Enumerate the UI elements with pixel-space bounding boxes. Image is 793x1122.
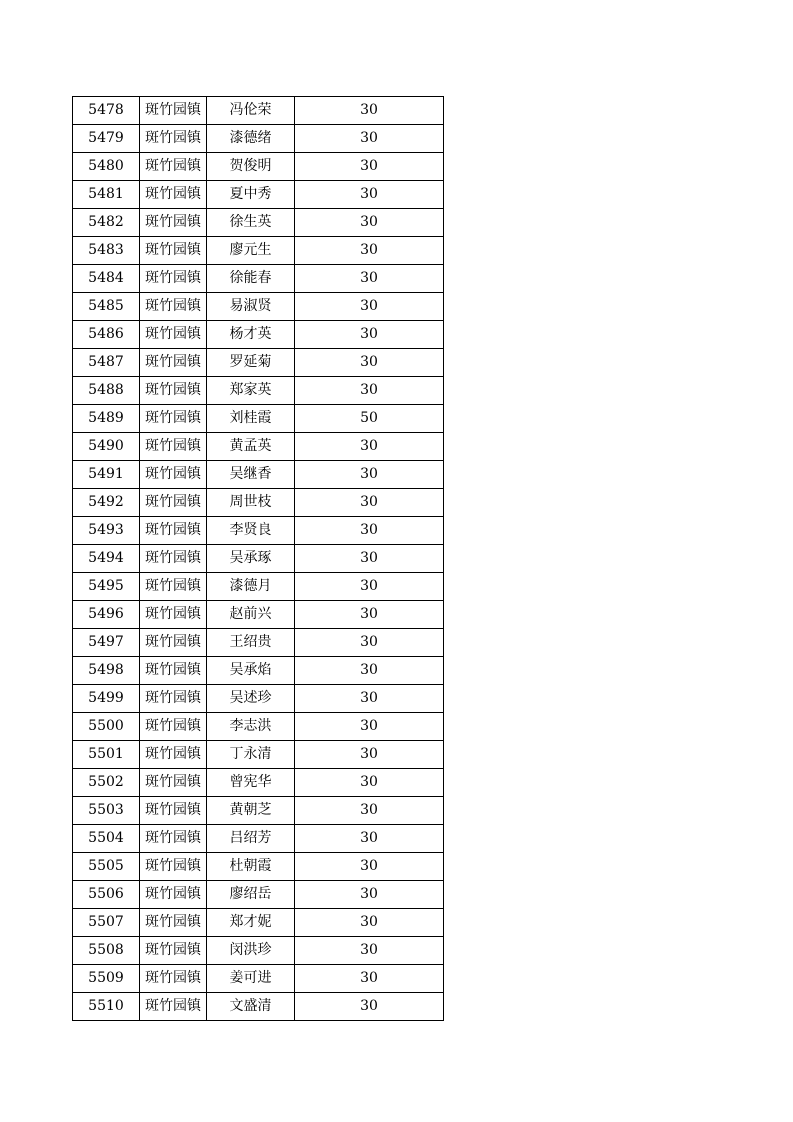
serial-number-cell: 5490 xyxy=(73,433,140,461)
serial-number-cell: 5493 xyxy=(73,517,140,545)
amount-cell: 30 xyxy=(295,489,444,517)
town-cell: 斑竹园镇 xyxy=(140,741,207,769)
town-cell: 斑竹园镇 xyxy=(140,265,207,293)
person-name-cell: 李贤良 xyxy=(207,517,295,545)
serial-number-cell: 5497 xyxy=(73,629,140,657)
town-cell: 斑竹园镇 xyxy=(140,237,207,265)
town-cell: 斑竹园镇 xyxy=(140,517,207,545)
person-name-cell: 漆德月 xyxy=(207,573,295,601)
serial-number-cell: 5492 xyxy=(73,489,140,517)
town-cell: 斑竹园镇 xyxy=(140,489,207,517)
amount-cell: 30 xyxy=(295,461,444,489)
table-row xyxy=(73,573,444,601)
table-row xyxy=(73,713,444,741)
serial-number-cell: 5503 xyxy=(73,797,140,825)
person-name-cell: 吴承琢 xyxy=(207,545,295,573)
town-cell: 斑竹园镇 xyxy=(140,181,207,209)
amount-cell: 50 xyxy=(295,405,444,433)
person-name-cell: 吴继香 xyxy=(207,461,295,489)
table-row xyxy=(73,153,444,181)
serial-number-cell: 5480 xyxy=(73,153,140,181)
table-row xyxy=(73,601,444,629)
town-cell: 斑竹园镇 xyxy=(140,461,207,489)
person-name-cell: 黄孟英 xyxy=(207,433,295,461)
amount-cell: 30 xyxy=(295,349,444,377)
table-row xyxy=(73,97,444,125)
person-name-cell: 曾宪华 xyxy=(207,769,295,797)
amount-cell: 30 xyxy=(295,545,444,573)
person-name-cell: 夏中秀 xyxy=(207,181,295,209)
table-row xyxy=(73,965,444,993)
amount-cell: 30 xyxy=(295,685,444,713)
amount-cell: 30 xyxy=(295,825,444,853)
table-row xyxy=(73,181,444,209)
person-name-cell: 郑才妮 xyxy=(207,909,295,937)
person-name-cell: 廖元生 xyxy=(207,237,295,265)
person-name-cell: 徐生英 xyxy=(207,209,295,237)
person-name-cell: 罗延菊 xyxy=(207,349,295,377)
town-cell: 斑竹园镇 xyxy=(140,657,207,685)
table-row xyxy=(73,881,444,909)
person-name-cell: 丁永清 xyxy=(207,741,295,769)
town-cell: 斑竹园镇 xyxy=(140,125,207,153)
town-cell: 斑竹园镇 xyxy=(140,97,207,125)
amount-cell: 30 xyxy=(295,713,444,741)
table-row xyxy=(73,545,444,573)
table-row xyxy=(73,825,444,853)
table-row xyxy=(73,349,444,377)
amount-cell: 30 xyxy=(295,629,444,657)
table-row xyxy=(73,909,444,937)
serial-number-cell: 5494 xyxy=(73,545,140,573)
person-name-cell: 吕绍芳 xyxy=(207,825,295,853)
serial-number-cell: 5483 xyxy=(73,237,140,265)
table-row xyxy=(73,769,444,797)
serial-number-cell: 5495 xyxy=(73,573,140,601)
person-name-cell: 徐能春 xyxy=(207,265,295,293)
roster-table xyxy=(72,96,444,1021)
amount-cell: 30 xyxy=(295,741,444,769)
serial-number-cell: 5486 xyxy=(73,321,140,349)
serial-number-cell: 5478 xyxy=(73,97,140,125)
person-name-cell: 文盛清 xyxy=(207,993,295,1021)
town-cell: 斑竹园镇 xyxy=(140,377,207,405)
table-row xyxy=(73,685,444,713)
table-row xyxy=(73,265,444,293)
amount-cell: 30 xyxy=(295,657,444,685)
table-row xyxy=(73,321,444,349)
person-name-cell: 刘桂霞 xyxy=(207,405,295,433)
amount-cell: 30 xyxy=(295,321,444,349)
table-row xyxy=(73,629,444,657)
amount-cell: 30 xyxy=(295,265,444,293)
serial-number-cell: 5500 xyxy=(73,713,140,741)
serial-number-cell: 5488 xyxy=(73,377,140,405)
table-row xyxy=(73,125,444,153)
serial-number-cell: 5485 xyxy=(73,293,140,321)
table-row xyxy=(73,433,444,461)
town-cell: 斑竹园镇 xyxy=(140,321,207,349)
amount-cell: 30 xyxy=(295,881,444,909)
town-cell: 斑竹园镇 xyxy=(140,293,207,321)
person-name-cell: 赵前兴 xyxy=(207,601,295,629)
table-row xyxy=(73,293,444,321)
person-name-cell: 闵洪珍 xyxy=(207,937,295,965)
table-row xyxy=(73,377,444,405)
town-cell: 斑竹园镇 xyxy=(140,153,207,181)
amount-cell: 30 xyxy=(295,433,444,461)
serial-number-cell: 5508 xyxy=(73,937,140,965)
person-name-cell: 贺俊明 xyxy=(207,153,295,181)
serial-number-cell: 5484 xyxy=(73,265,140,293)
person-name-cell: 漆德绪 xyxy=(207,125,295,153)
person-name-cell: 周世枝 xyxy=(207,489,295,517)
amount-cell: 30 xyxy=(295,965,444,993)
table-row xyxy=(73,489,444,517)
person-name-cell: 杨才英 xyxy=(207,321,295,349)
serial-number-cell: 5507 xyxy=(73,909,140,937)
town-cell: 斑竹园镇 xyxy=(140,629,207,657)
table-row xyxy=(73,657,444,685)
amount-cell: 30 xyxy=(295,377,444,405)
serial-number-cell: 5479 xyxy=(73,125,140,153)
table-row xyxy=(73,741,444,769)
amount-cell: 30 xyxy=(295,181,444,209)
town-cell: 斑竹园镇 xyxy=(140,209,207,237)
town-cell: 斑竹园镇 xyxy=(140,685,207,713)
serial-number-cell: 5482 xyxy=(73,209,140,237)
town-cell: 斑竹园镇 xyxy=(140,405,207,433)
town-cell: 斑竹园镇 xyxy=(140,909,207,937)
table-row xyxy=(73,237,444,265)
town-cell: 斑竹园镇 xyxy=(140,433,207,461)
serial-number-cell: 5505 xyxy=(73,853,140,881)
serial-number-cell: 5487 xyxy=(73,349,140,377)
person-name-cell: 郑家英 xyxy=(207,377,295,405)
serial-number-cell: 5509 xyxy=(73,965,140,993)
serial-number-cell: 5481 xyxy=(73,181,140,209)
table-row xyxy=(73,797,444,825)
town-cell: 斑竹园镇 xyxy=(140,545,207,573)
town-cell: 斑竹园镇 xyxy=(140,881,207,909)
table-row xyxy=(73,517,444,545)
person-name-cell: 冯伦荣 xyxy=(207,97,295,125)
amount-cell: 30 xyxy=(295,209,444,237)
town-cell: 斑竹园镇 xyxy=(140,573,207,601)
amount-cell: 30 xyxy=(295,769,444,797)
town-cell: 斑竹园镇 xyxy=(140,797,207,825)
town-cell: 斑竹园镇 xyxy=(140,601,207,629)
serial-number-cell: 5502 xyxy=(73,769,140,797)
amount-cell: 30 xyxy=(295,97,444,125)
person-name-cell: 廖绍岳 xyxy=(207,881,295,909)
town-cell: 斑竹园镇 xyxy=(140,993,207,1021)
town-cell: 斑竹园镇 xyxy=(140,825,207,853)
serial-number-cell: 5506 xyxy=(73,881,140,909)
serial-number-cell: 5498 xyxy=(73,657,140,685)
person-name-cell: 吴承焰 xyxy=(207,657,295,685)
amount-cell: 30 xyxy=(295,517,444,545)
amount-cell: 30 xyxy=(295,853,444,881)
amount-cell: 30 xyxy=(295,125,444,153)
amount-cell: 30 xyxy=(295,573,444,601)
person-name-cell: 易淑贤 xyxy=(207,293,295,321)
serial-number-cell: 5489 xyxy=(73,405,140,433)
serial-number-cell: 5496 xyxy=(73,601,140,629)
amount-cell: 30 xyxy=(295,909,444,937)
person-name-cell: 姜可进 xyxy=(207,965,295,993)
person-name-cell: 黄朝芝 xyxy=(207,797,295,825)
person-name-cell: 吴述珍 xyxy=(207,685,295,713)
person-name-cell: 王绍贵 xyxy=(207,629,295,657)
table-row xyxy=(73,209,444,237)
amount-cell: 30 xyxy=(295,237,444,265)
town-cell: 斑竹园镇 xyxy=(140,965,207,993)
serial-number-cell: 5491 xyxy=(73,461,140,489)
serial-number-cell: 5501 xyxy=(73,741,140,769)
table-row xyxy=(73,461,444,489)
person-name-cell: 李志洪 xyxy=(207,713,295,741)
table-row xyxy=(73,937,444,965)
amount-cell: 30 xyxy=(295,601,444,629)
serial-number-cell: 5504 xyxy=(73,825,140,853)
serial-number-cell: 5510 xyxy=(73,993,140,1021)
town-cell: 斑竹园镇 xyxy=(140,769,207,797)
amount-cell: 30 xyxy=(295,153,444,181)
amount-cell: 30 xyxy=(295,993,444,1021)
amount-cell: 30 xyxy=(295,293,444,321)
town-cell: 斑竹园镇 xyxy=(140,713,207,741)
serial-number-cell: 5499 xyxy=(73,685,140,713)
amount-cell: 30 xyxy=(295,797,444,825)
town-cell: 斑竹园镇 xyxy=(140,937,207,965)
roster-table-body xyxy=(73,97,444,1021)
table-row xyxy=(73,405,444,433)
town-cell: 斑竹园镇 xyxy=(140,349,207,377)
person-name-cell: 杜朝霞 xyxy=(207,853,295,881)
town-cell: 斑竹园镇 xyxy=(140,853,207,881)
amount-cell: 30 xyxy=(295,937,444,965)
table-row xyxy=(73,853,444,881)
table-row xyxy=(73,993,444,1021)
